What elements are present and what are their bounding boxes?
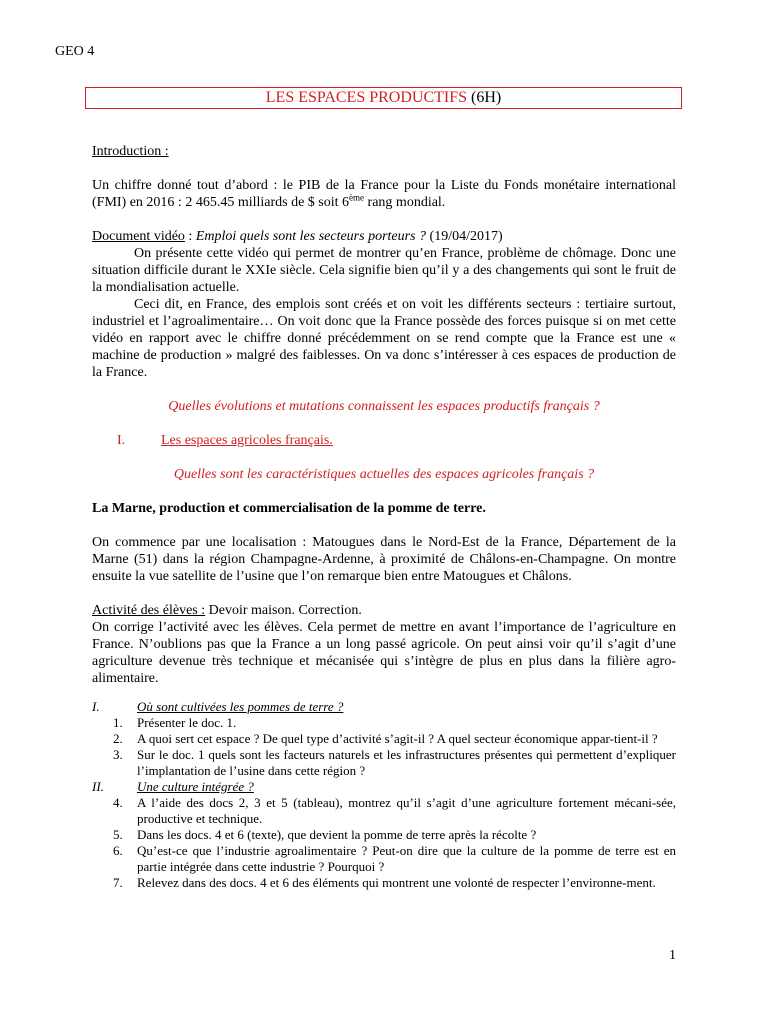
questions-part-2-heading [92, 779, 676, 795]
video-sep: : [184, 229, 196, 244]
part-2-title: Une culture intégrée ? [137, 779, 254, 794]
part-1-title: Où sont cultivées les pommes de terre ? [137, 699, 344, 714]
document-body [92, 143, 676, 891]
intro-label: Introduction : [92, 144, 169, 159]
part-1-number: I. [92, 699, 100, 714]
page-title: LES ESPACES PRODUCTIFS [265, 89, 468, 106]
item-text: A quoi sert cet espace ? De quel type d’activité s’agit-il ? A quel secteur économique appar-tient-il ? [137, 731, 658, 746]
list-item [92, 795, 676, 827]
questions-list-2 [92, 795, 676, 891]
list-item [92, 827, 676, 843]
item-text: A l’aide des docs 2, 3 et 5 (tableau), montrez qu’il s’agit d’une agriculture fortement mécani-sée, productive et technique. [137, 795, 676, 826]
item-number: 2. [113, 731, 123, 746]
item-number: 3. [113, 747, 123, 762]
section-1-heading [92, 432, 676, 449]
item-text: Dans les docs. 4 et 6 (texte), que devient la pomme de terre après la récolte ? [137, 827, 537, 842]
video-heading [92, 228, 676, 245]
list-item [92, 875, 676, 891]
activity-paragraph: On corrige l’activité avec les élèves. Cela permet de mettre en avant l’importance de l’agriculture en France. N’oublions pas que la France a un long passé agricole. On peut ainsi voir qu’il s’agit d’une agriculture devenue très technique et mécanisée qui s’intègre de plus en plus dans la filière agro-alimentaire. [92, 620, 676, 686]
questions-part-1-heading [92, 699, 676, 715]
video-title: Emploi quels sont les secteurs porteurs ? [195, 229, 427, 244]
section-1-title: Les espaces agricoles français. [161, 433, 333, 448]
intro-superscript: ème [349, 192, 365, 203]
item-text: Qu’est-ce que l’industrie agroalimentaire ? Peut-on dire que la culture de la pomme de terre est en partie intégrée dans cette industrie ? Pourquoi ? [137, 843, 676, 874]
video-paragraph-1: On présente cette vidéo qui permet de montrer qu’en France, problème de chômage. Donc une situation difficile durant le XXIe siècle. Cela signifie bien qu’il y a des changements qui sont le fruit de la mondialisation actuelle. [92, 246, 676, 295]
activity-subtitle: Devoir maison. Correction. [205, 603, 362, 618]
section-1-number: I. [117, 433, 126, 448]
item-text: Présenter le doc. 1. [137, 715, 237, 730]
case-study-title: La Marne, production et commercialisation de la pomme de terre. [92, 501, 486, 516]
video-label: Document vidéo [92, 229, 185, 244]
video-paragraph-2: Ceci dit, en France, des emplois sont créés et on voit les différents secteurs : tertiaire surtout, industriel et l’agroalimentaire… On voit donc que la France possède des forces puisque si on met cette vidéo en rapport avec le chiffre donné précédemment on se rend compte que la France est une « machine de production » malgré des faiblesses. On va donc s’intéresser à ces espaces de production de la France. [92, 297, 676, 380]
list-item [92, 843, 676, 875]
item-number: 6. [113, 843, 123, 858]
item-number: 4. [113, 795, 123, 810]
title-duration: (6H) [471, 89, 502, 106]
intro-text: Un chiffre donné tout d’abord : le PIB de la France pour la Liste du Fonds monétaire international (FMI) en 2016 : 2 465.45 milliards de $ soit 6 [92, 178, 676, 210]
intro-paragraph [92, 177, 676, 211]
item-text: Relevez dans des docs. 4 et 6 des éléments qui montrent une volonté de respecter l’environne-ment. [137, 875, 656, 890]
intro-text-end: rang mondial. [364, 195, 446, 210]
list-item [92, 731, 676, 747]
item-number: 5. [113, 827, 123, 842]
problematique: Quelles évolutions et mutations connaissent les espaces productifs français ? [168, 399, 600, 414]
activity-label: Activité des élèves : [92, 603, 206, 618]
list-item [92, 715, 676, 731]
item-number: 7. [113, 875, 123, 890]
questions-list-1 [92, 715, 676, 779]
case-study-paragraph: On commence par une localisation : Matougues dans le Nord-Est de la France, Département de la Marne (51) dans la région Champagne-Ardenne, à proximité de Châlons-en-Champagne. On montre ensuite la vue satellite de l’usine que l’on remarque bien entre Matougues et Châlons. [92, 535, 676, 584]
video-date: (19/04/2017) [426, 229, 503, 244]
list-item [92, 747, 676, 779]
part-2-number: II. [92, 779, 104, 794]
page-title-box [85, 87, 682, 109]
activity-heading [92, 602, 676, 619]
item-number: 1. [113, 715, 123, 730]
section-1-question: Quelles sont les caractéristiques actuelles des espaces agricoles français ? [173, 467, 595, 482]
page-number: 1 [669, 948, 676, 963]
item-text: Sur le doc. 1 quels sont les facteurs naturels et les infrastructures présentes qui permettent d’expliquer l’implantation de l’usine dans cette région ? [137, 747, 676, 778]
course-code: GEO 4 [55, 44, 95, 59]
